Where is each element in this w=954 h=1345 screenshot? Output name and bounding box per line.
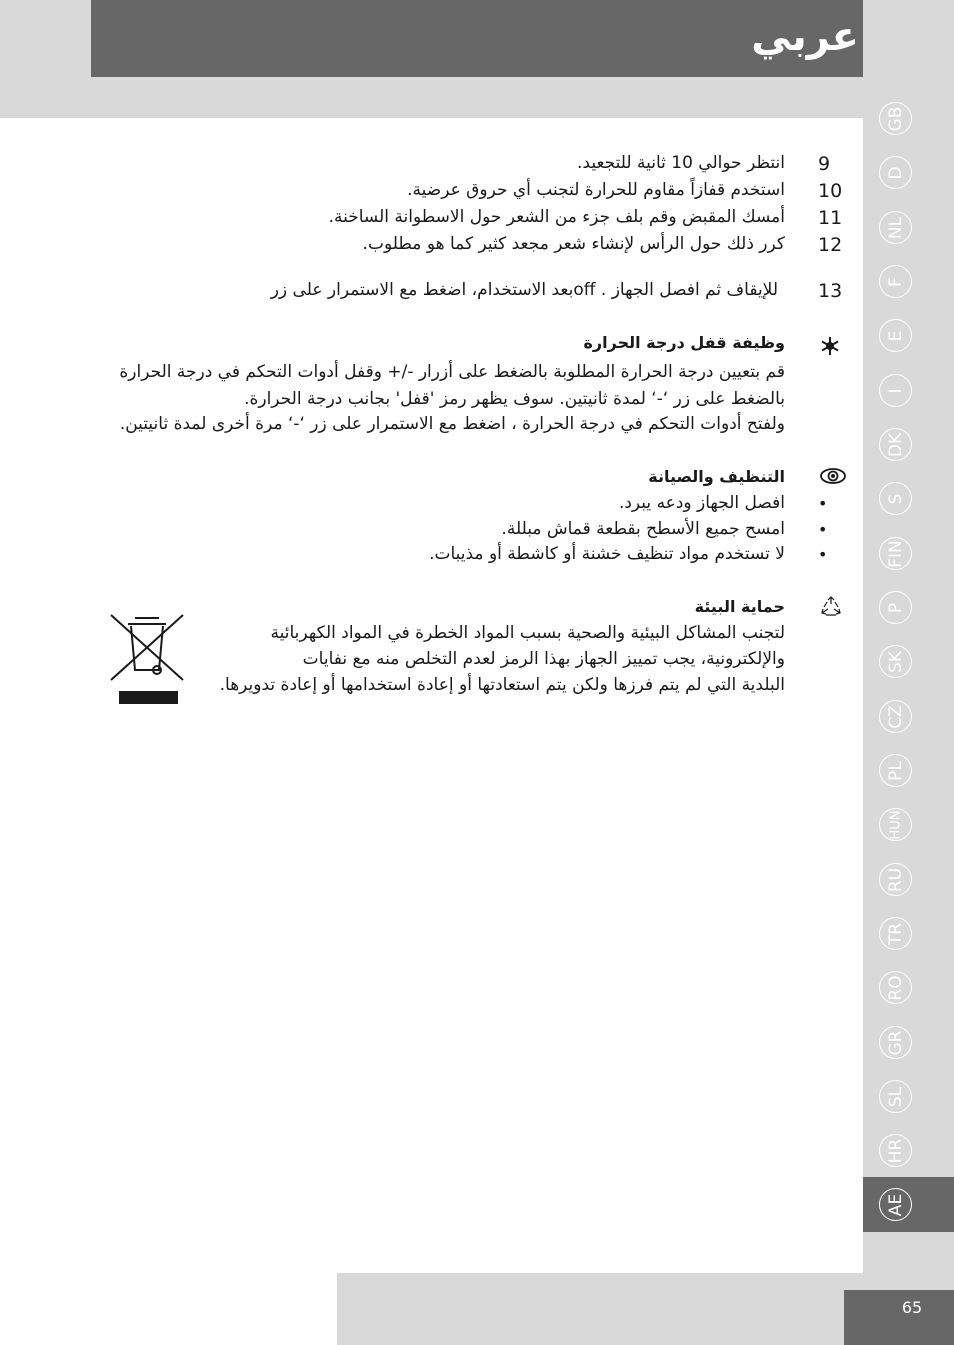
cleaning-bullet-text: افصل الجهاز ودعه يبرد.: [618, 493, 785, 513]
lang-tab-ae[interactable]: AE: [879, 1188, 912, 1221]
lock-snowflake-icon: [819, 335, 841, 357]
cleaning-bullet-text: لا تستخدم مواد تنظيف خشنة أو كاشطة أو مذيبات.: [429, 544, 785, 564]
lang-tab-p[interactable]: P: [879, 591, 912, 624]
lang-tab-ru[interactable]: RU: [879, 863, 912, 896]
step-number: 11: [818, 207, 843, 229]
environment-line: والإلكترونية، يجب تمييز الجهاز بهذا الرمز لعدم التخلص منه مع نفايات: [302, 649, 785, 669]
step-number: 9: [818, 153, 831, 175]
lang-tab-nl[interactable]: NL: [879, 211, 912, 244]
lang-tab-hr[interactable]: HR: [879, 1134, 912, 1167]
lang-tab-gr[interactable]: GR: [879, 1026, 912, 1059]
heat-lock-line: بالضغط على زر ‘-‘ لمدة ثانيتين. سوف يظهر رمز 'قفل' بجانب درجة الحرارة.: [244, 389, 785, 409]
page-number: 65: [901, 1298, 923, 1317]
recycle-icon: [820, 596, 842, 618]
lang-tab-dk[interactable]: DK: [879, 428, 912, 461]
step-number: 13: [818, 280, 843, 302]
step-number: 12: [818, 234, 843, 256]
step-text: انتظر حوالي 10 ثانية للتجعيد.: [577, 153, 785, 173]
lang-tab-sl[interactable]: SL: [879, 1080, 912, 1113]
step-text: كرر ذلك حول الرأس لإنشاء شعر مجعد كثير كما هو مطلوب.: [362, 234, 785, 254]
step-text: استخدم قفازاً مقاوم للحرارة لتجنب أي حروق عرضية.: [407, 180, 785, 200]
eye-icon: [819, 466, 847, 486]
crossed-bin-icon: [108, 612, 186, 706]
bullet: •: [818, 520, 828, 539]
lang-tab-gb[interactable]: GB: [879, 102, 912, 135]
page-number-box: [844, 1290, 954, 1345]
heat-lock-line: ولفتح أدوات التحكم في درجة الحرارة ، اضغط مع الاستمرار على زر ‘-‘ مرة أخرى لمدة ثانيتين.: [119, 414, 785, 434]
lang-tab-e[interactable]: E: [879, 319, 912, 352]
bullet: •: [818, 494, 828, 513]
lang-tab-s[interactable]: S: [879, 482, 912, 515]
lang-tab-pl[interactable]: PL: [879, 754, 912, 787]
lang-tab-hun[interactable]: HUN: [879, 808, 912, 841]
cleaning-bullet-text: امسح جميع الأسطح بقطعة قماش مبللة.: [501, 519, 785, 539]
step-text: أمسك المقبض وقم بلف جزء من الشعر حول الاسطوانة الساخنة.: [328, 207, 785, 227]
heat-lock-heading: وظيفة قفل درجة الحرارة: [583, 333, 785, 352]
lang-tab-tr[interactable]: TR: [879, 917, 912, 950]
lang-tab-fin[interactable]: FIN: [879, 537, 912, 570]
lang-tab-f[interactable]: F: [879, 265, 912, 298]
environment-line: لتجنب المشاكل البيئية والصحية بسبب المواد الخطرة في المواد الكهربائية: [270, 623, 785, 643]
heat-lock-line: قم بتعيين درجة الحرارة المطلوبة بالضغط على أزرار -/+ وقفل أدوات التحكم في درجة الحرارة: [119, 362, 785, 382]
bullet: •: [818, 545, 828, 564]
footer-white-block: [0, 1273, 337, 1345]
lang-tab-cz[interactable]: CZ: [879, 700, 912, 733]
lang-tab-ro[interactable]: RO: [879, 971, 912, 1004]
environment-line: البلدية التي لم يتم فرزها ولكن يتم استعادتها أو إعادة استخدامها أو إعادة تدويرها.: [219, 675, 785, 695]
header-bar: [91, 0, 863, 77]
lang-tab-sk[interactable]: SK: [879, 645, 912, 678]
step-text: للإيقاف ثم افصل الجهاز . offبعد الاستخدام، اضغط مع الاستمرار على زر: [270, 280, 778, 300]
step-number: 10: [818, 180, 843, 202]
page-title: عربي: [751, 14, 859, 60]
environment-heading: حماية البيئة: [694, 597, 785, 616]
lang-tab-i[interactable]: I: [879, 374, 912, 407]
cleaning-heading: التنظيف والصيانة: [648, 467, 785, 486]
lang-tab-d[interactable]: D: [879, 156, 912, 189]
